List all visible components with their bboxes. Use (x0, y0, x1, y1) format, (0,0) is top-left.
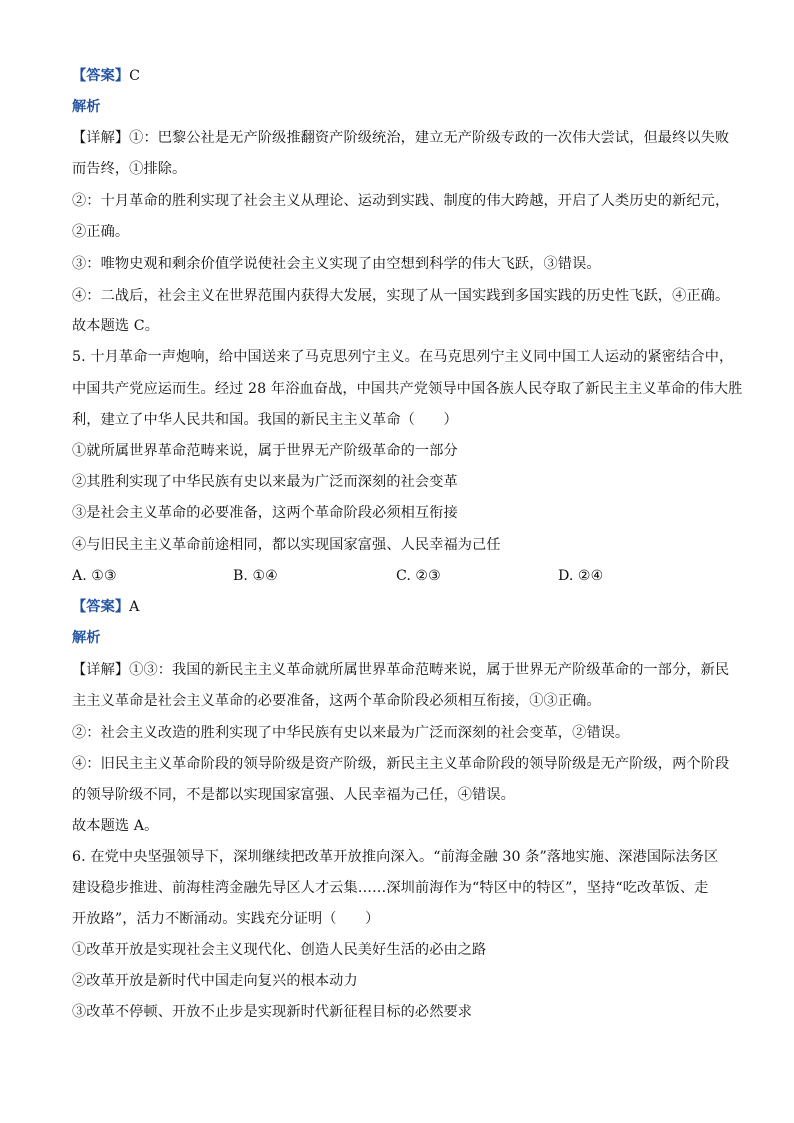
analysis-label: 解析 (72, 99, 101, 115)
q5-point-4-line-2: 的领导阶级不同，不是都以实现国家富强、人民幸福为己任，④错误。 (72, 787, 515, 803)
answer-value: C (129, 68, 141, 84)
q5-point-2: ②：社会主义改造的胜利实现了中华民族有史以来最为广泛而深刻的社会变革，②错误。 (72, 725, 630, 741)
q6-item-3: ③改革不停顿、开放不止步是实现新时代新征程目标的必然要求 (72, 1004, 473, 1020)
q5-option-b: B. ①④ (233, 568, 278, 584)
q5-detail-line-1 (72, 660, 729, 680)
answer-label: 【答案】 (72, 68, 130, 84)
detail-text: ①：巴黎公社是无产阶级推翻资产阶级统治，建立无产阶级专政的一次伟大尝试，但最终以失败 (129, 130, 730, 146)
q4-point-2-line-1: ②：十月革命的胜利实现了社会主义从理论、运动到实践、制度的伟大跨越，开启了人类历史的新纪元， (72, 193, 730, 209)
analysis-label: 解析 (72, 630, 101, 646)
q5-item-3: ③是社会主义革命的必要准备，这两个革命阶段必须相互衔接 (72, 505, 458, 521)
answer-label: 【答案】 (72, 599, 130, 615)
q4-detail-line-1 (72, 128, 729, 148)
q5-item-2: ②其胜利实现了中华民族有史以来最为广泛而深刻的社会变革 (72, 474, 458, 490)
q5-answer-line (72, 597, 140, 617)
q5-detail-line-2: 主主义革命是社会主义革命的必要准备，这两个革命阶段必须相互衔接，①③正确。 (72, 693, 601, 709)
q5-option-a: A. ①③ (72, 568, 117, 584)
detail-text: ①③：我国的新民主主义革命就所属世界革命范畴来说，属于世界无产阶级革命的一部分，新民 (129, 662, 730, 678)
q5-option-d: D. ②④ (558, 568, 604, 584)
q5-conclusion: 故本题选 A。 (72, 818, 159, 834)
q5-point-4-line-1: ④：旧民主主义革命阶段的领导阶级是资产阶级，新民主主义革命阶段的领导阶级是无产阶级，两个阶段 (72, 756, 730, 772)
q5-item-1: ①就所属世界革命范畴来说，属于世界无产阶级革命的一部分 (72, 443, 458, 459)
detail-label: 【详解】 (72, 662, 130, 678)
q6-item-1: ①改革开放是实现社会主义现代化、创造人民美好生活的必由之路 (72, 942, 487, 958)
q5-item-4: ④与旧民主主义革命前途相同，都以实现国家富强、人民幸福为己任 (72, 537, 501, 553)
q6-stem-line-1: 6. 在党中央坚强领导下，深圳继续把改革开放推向深入。“前海金融 30 条”落地实施、深港国际法务区 (72, 849, 719, 865)
q5-option-c: C. ②③ (396, 568, 441, 584)
q5-stem-line-1: 5. 十月革命一声炮响，给中国送来了马克思列宁主义。在马克思列宁主义同中国工人运动的紧密结合中， (72, 349, 734, 365)
answer-value: A (129, 599, 140, 615)
q6-stem-line-3: 开放路”，活力不断涌动。实践充分证明（ ） (72, 911, 380, 927)
q4-point-3: ③：唯物史观和剩余价值学说使社会主义实现了由空想到科学的伟大飞跃，③错误。 (72, 256, 601, 272)
q4-point-4: ④：二战后，社会主义在世界范围内获得大发展，实现了从一国实践到多国实践的历史性飞跃，④正确。 (72, 288, 730, 304)
q4-conclusion: 故本题选 C。 (72, 318, 160, 334)
q5-stem-line-3: 利，建立了中华人民共和国。我国的新民主主义革命（ ） (72, 412, 458, 428)
q5-analysis-heading (72, 628, 101, 648)
q4-answer-line (72, 66, 140, 86)
q4-detail-line-2: 而告终，①排除。 (72, 161, 187, 177)
q4-analysis-heading (72, 97, 101, 117)
q6-item-2: ②改革开放是新时代中国走向复兴的根本动力 (72, 973, 358, 989)
q5-stem-line-2: 中国共产党应运而生。经过 28 年浴血奋战，中国共产党领导中国各族人民夺取了新民主主义革命的伟大胜 (72, 381, 743, 397)
q4-point-2-line-2: ②正确。 (72, 224, 130, 240)
detail-label: 【详解】 (72, 130, 130, 146)
q6-stem-line-2: 建设稳步推进、前海桂湾金融先导区人才云集……深圳前海作为“特区中的特区”，坚持“吃改革饭、走 (72, 880, 709, 896)
